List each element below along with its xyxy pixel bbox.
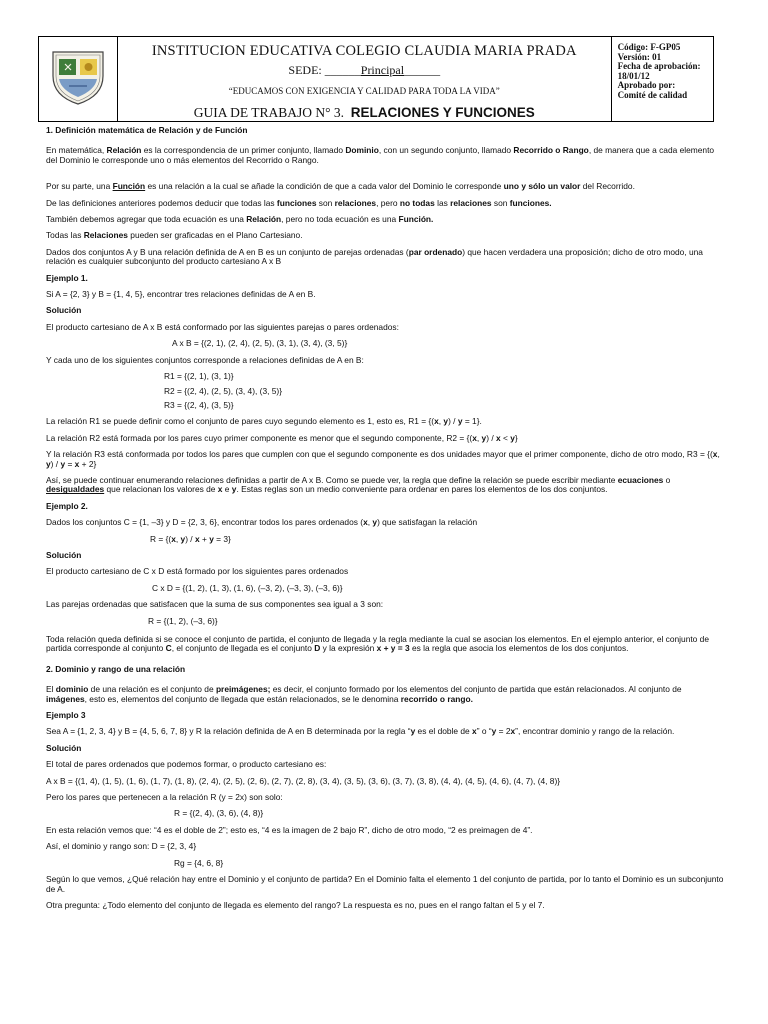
paragraph: Así, el dominio y rango son: D = {2, 3, 4}	[46, 841, 197, 852]
school-motto: “EDUCAMOS CON EXIGENCIA Y CALIDAD PARA TODA LA VIDA”	[228, 86, 500, 96]
document-body	[46, 126, 724, 910]
sede-value: Principal	[360, 63, 405, 77]
paragraph: Otra pregunta: ¿Todo elemento del conjunto de llegada es elemento del rango? La respuesta es no, pues en el rango faltan el 5 y el 7.	[46, 899, 545, 910]
guide-topic: RELACIONES Y FUNCIONES	[350, 105, 535, 120]
paragraph: Las parejas ordenadas que satisfacen que la suma de sus componentes sea igual a 3 son:	[46, 599, 384, 610]
formula: R = {(1, 2), (–3, 6)}	[148, 615, 218, 626]
paragraph: Por su parte, una Función es una relación a la cual se añade la condición de que a cada valor del Dominio le corresponde uno y sólo un valor del Recorrido.	[46, 181, 635, 192]
formula: A x B = {(2, 1), (2, 4), (2, 5), (3, 1), (3, 4), (3, 5)}	[172, 338, 348, 349]
paragraph: La relación R2 está formada por los pares cuyo primer componente es menor que el segundo componente, R2 = {(x, y) / x < y}	[46, 432, 518, 443]
solution-heading: Solución	[46, 742, 82, 753]
formula: C x D = {(1, 2), (1, 3), (1, 6), (–3, 2), (–3, 3), (–3, 6)}	[152, 582, 343, 593]
paragraph: Todas las Relaciones pueden ser graficadas en el Plano Cartesiano.	[46, 230, 303, 241]
paragraph: Según lo que vemos, ¿Qué relación hay entre el Dominio y el conjunto de partida? En el Dominio falta el elemento 1 del conjunto de partida, por lo tanto el Dominio es un subconjunto de A.	[46, 874, 724, 894]
approval-date-label: Fecha de aprobación:	[617, 61, 701, 71]
paragraph: El producto cartesiano de A x B está conformado por las siguientes parejas o pares ordenados:	[46, 321, 399, 332]
paragraph: El dominio de una relación es el conjunto de preimágenes; es decir, el conjunto formado por los elementos del conjunto de partida que están relacionados. Al conjunto de imágenes, esto es, elementos del conjunto de llegada que están relacionados, se le denomina recorrido o rango.	[46, 684, 682, 704]
example-heading: Ejemplo 1.	[46, 272, 88, 283]
solution-heading: Solución	[46, 305, 82, 316]
approval-date: 18/01/12	[617, 70, 650, 81]
paragraph: Así, se puede continuar enumerando relaciones definidas a partir de A x B. Como se puede ver, la regla que define la relación se puede escribir mediante ecuaciones o desigualdades que relacionan los valores de x e y. Estas reglas son un medio conveniente para ordenar en pares los elementos de los dos conjuntos.	[46, 474, 671, 495]
formula: R2 = {(2, 4), (2, 5), (3, 4), (3, 5)}	[164, 385, 282, 396]
approved-by-label: Aprobado por:	[617, 80, 676, 90]
section-heading-1: 1. Definición matemática de Relación y de Función	[46, 125, 248, 135]
paragraph: En matemática, Relación es la correspondencia de un primer conjunto, llamado Dominio, con un segundo conjunto, llamado Recorrido o Rango, de manera que a cada elemento del Dominio le corresponde uno o más elementos del Recorrido o Rango.	[46, 145, 715, 165]
approved-by: Comité de calidad	[617, 89, 688, 100]
paragraph: La relación R1 se puede definir como el conjunto de pares cuyo segundo elemento es 1, esto es, R1 = {(x, y) / y = 1}.	[46, 416, 482, 427]
formula: R = {(x, y) / x + y = 3}	[150, 533, 231, 544]
school-logo-cell	[39, 37, 118, 122]
formula: R1 = {(2, 1), (3, 1)}	[164, 371, 234, 382]
code: Código: F-GP05	[617, 42, 681, 52]
example-heading: Ejemplo 3	[46, 710, 86, 721]
school-name: INSTITUCION EDUCATIVA COLEGIO CLAUDIA MARIA PRADA	[151, 43, 577, 59]
sede-line: SEDE: ______Principal______	[288, 63, 441, 77]
school-crest-icon	[45, 46, 111, 108]
paragraph: Y cada uno de los siguientes conjuntos corresponde a relaciones definidas de A en B:	[46, 354, 364, 365]
paragraph: El producto cartesiano de C x D está formado por los siguientes pares ordenados	[46, 566, 349, 577]
paragraph: De las definiciones anteriores podemos deducir que todas las funciones son relaciones, pero no todas las relaciones son funciones.	[46, 197, 552, 208]
solution-heading: Solución	[46, 549, 82, 560]
formula: A x B = {(1, 4), (1, 5), (1, 6), (1, 7), (1, 8), (2, 4), (2, 5), (2, 6), (2, 7), (2, 8), (3, 4), (3, 5), (3, 6), (3, 7), (3, 8), (4, 4), (4, 5), (4, 6), (4, 7), (4, 8)}	[46, 775, 561, 786]
paragraph: El total de pares ordenados que podemos formar, o producto cartesiano es:	[46, 759, 327, 770]
paragraph: Toda relación queda definida si se conoce el conjunto de partida, el conjunto de llegada y la regla mediante la cual se asocian los elementos. En el ejemplo anterior, el conjunto de partida corresponde al conjunto C, el conjunto de llegada es el conjunto D y la expresión x + y = 3 es la regla que asocia los elementos de los dos conjuntos.	[46, 634, 709, 654]
formula: R3 = {(2, 4), (3, 5)}	[164, 399, 234, 410]
header-title-cell	[117, 37, 611, 122]
version: Versión: 01	[617, 51, 662, 62]
paragraph: Pero los pares que pertenecen a la relación R (y = 2x) son solo:	[46, 792, 283, 803]
formula: Rg = {4, 6, 8}	[174, 857, 224, 868]
paragraph: Dados los conjuntos C = {1, –3} y D = {2, 3, 6}, encontrar todos los pares ordenados (x, y) que satisfagan la relación	[46, 517, 478, 528]
document-metadata	[611, 37, 713, 122]
guide-title: GUIA DE TRABAJO N° 3. RELACIONES Y FUNCIONES	[193, 105, 535, 120]
header-table	[38, 36, 714, 122]
section-heading-2: 2. Dominio y rango de una relación	[46, 663, 186, 674]
paragraph: Y la relación R3 está conformada por todos los pares que cumplen con que el segundo componente es dos unidades mayor que el primer componente, dicho de otro modo, R3 = {(x, y) / y = x + 2}	[46, 449, 720, 469]
header	[38, 36, 714, 122]
paragraph: También debemos agregar que toda ecuación es una Relación, pero no toda ecuación es una Función.	[46, 214, 434, 225]
formula: R = {(2, 4), (3, 6), (4, 8)}	[174, 808, 264, 819]
paragraph: Sea A = {1, 2, 3, 4} y B = {4, 5, 6, 7, 8} y R la relación definida de A en B determinada por la regla “y es el doble de x” o “y = 2x”, encontrar dominio y rango de la relación.	[46, 726, 675, 737]
paragraph: Si A = {2, 3} y B = {1, 4, 5}, encontrar tres relaciones definidas de A en B.	[46, 289, 316, 300]
paragraph: Dados dos conjuntos A y B una relación definida de A en B es un conjunto de parejas ordenadas (par ordenado) que hacen verdadera una proposición; dicho de otro modo, una relación es cualquier subconjunto del producto cartesiano A x B	[46, 246, 703, 267]
example-heading: Ejemplo 2.	[46, 500, 88, 511]
paragraph: En esta relación vemos que: “4 es el doble de 2”; esto es, “4 es la imagen de 2 bajo R”, dicho de otro modo, “2 es preimagen de 4”.	[46, 824, 533, 835]
